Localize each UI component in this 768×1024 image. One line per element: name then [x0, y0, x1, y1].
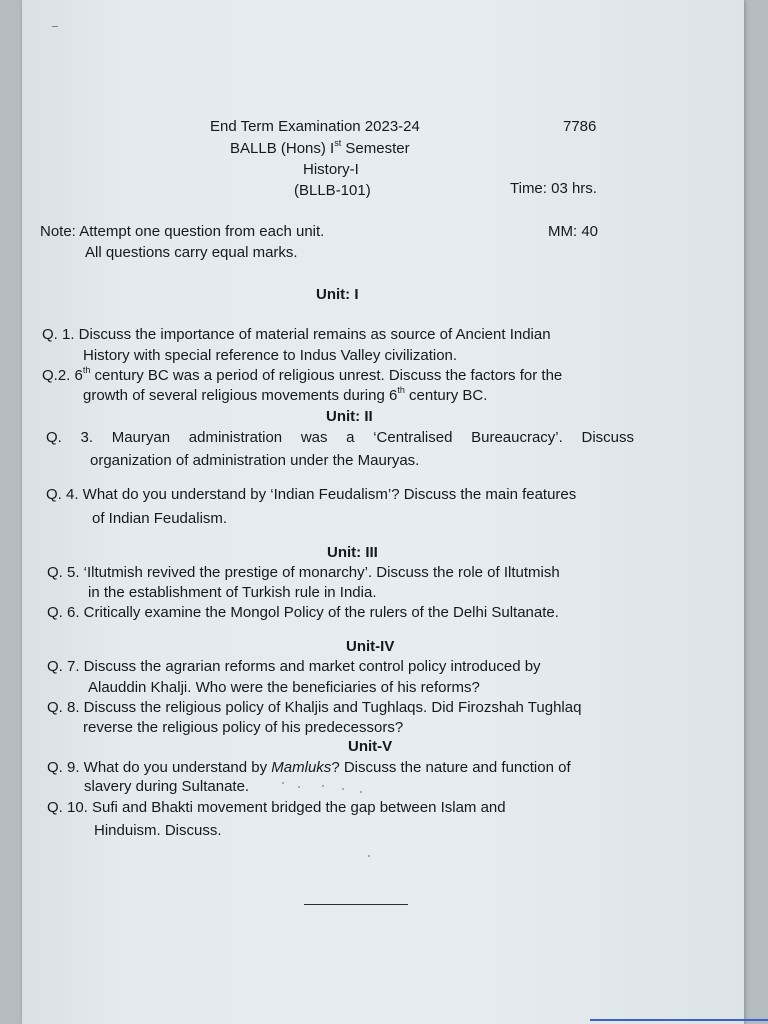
- unit-heading-1: Unit: I: [316, 286, 359, 303]
- question-10-line-2: Hinduism. Discuss.: [94, 822, 222, 839]
- question-2-line-2: growth of several religious movements during 6th century BC.: [83, 385, 488, 404]
- paper-code: (BLLB-101): [294, 182, 371, 199]
- scan-speck: [342, 788, 344, 790]
- subject-name: History-I: [303, 161, 359, 178]
- exam-paper-page: [22, 0, 744, 1024]
- course-title: BALLB (Hons) Ist Semester: [230, 138, 410, 157]
- question-9-line-2: slavery during Sultanate.: [84, 778, 250, 795]
- max-marks: MM: 40: [548, 223, 599, 240]
- question-9-line-1: Q. 9. What do you understand by Mamluks? Discuss the nature and function of: [47, 759, 571, 776]
- question-8-line-1: Q. 8. Discuss the religious policy of Khaljis and Tughlaqs. Did Firozshah Tughlaq: [47, 699, 582, 716]
- question-3-line-1: Q. 3. Mauryan administration was a ‘Centralised Bureaucracy’. Discuss: [46, 429, 634, 446]
- question-1-line-2: History with special reference to Indus Valley civilization.: [83, 347, 458, 364]
- question-4-line-1: Q. 4. What do you understand by ‘Indian Feudalism’? Discuss the main features: [46, 486, 577, 503]
- scan-speck: [298, 786, 300, 788]
- paper-number: 7786: [563, 118, 597, 135]
- question-4-line-2: of Indian Feudalism.: [92, 510, 228, 527]
- question-1-line-1: Q. 1. Discuss the importance of material remains as source of Ancient Indian: [42, 326, 551, 343]
- scan-speck: [282, 782, 284, 784]
- scan-speck: [368, 855, 370, 857]
- question-7-line-1: Q. 7. Discuss the agrarian reforms and market control policy introduced by: [47, 658, 541, 675]
- question-2-line-1: Q.2. 6th century BC was a period of religious unrest. Discuss the factors for the: [42, 365, 563, 384]
- question-6: Q. 6. Critically examine the Mongol Policy of the rulers of the Delhi Sultanate.: [47, 604, 559, 621]
- time-allowed: Time: 03 hrs.: [510, 180, 597, 197]
- bottom-edge-mark: [590, 1019, 768, 1021]
- note-line-2: All questions carry equal marks.: [85, 244, 298, 261]
- unit-heading-4: Unit-IV: [346, 638, 395, 655]
- end-rule: [304, 904, 408, 905]
- question-8-line-2: reverse the religious policy of his predecessors?: [83, 719, 404, 736]
- scan-speck: [322, 785, 324, 787]
- exam-title: End Term Examination 2023-24: [210, 118, 420, 135]
- unit-heading-2: Unit: II: [326, 408, 373, 425]
- margin-mark: [52, 26, 58, 27]
- note-line-1: Note: Attempt one question from each unit.: [40, 223, 325, 240]
- question-10-line-1: Q. 10. Sufi and Bhakti movement bridged the gap between Islam and: [47, 799, 506, 816]
- unit-heading-5: Unit-V: [348, 738, 393, 755]
- question-7-line-2: Alauddin Khalji. Who were the beneficiaries of his reforms?: [88, 679, 480, 696]
- question-3-line-2: organization of administration under the Mauryas.: [90, 452, 420, 469]
- question-5-line-1: Q. 5. ‘Iltutmish revived the prestige of monarchy’. Discuss the role of Iltutmish: [47, 564, 560, 581]
- question-5-line-2: in the establishment of Turkish rule in India.: [88, 584, 377, 601]
- unit-heading-3: Unit: III: [327, 544, 378, 561]
- scan-speck: [360, 791, 362, 793]
